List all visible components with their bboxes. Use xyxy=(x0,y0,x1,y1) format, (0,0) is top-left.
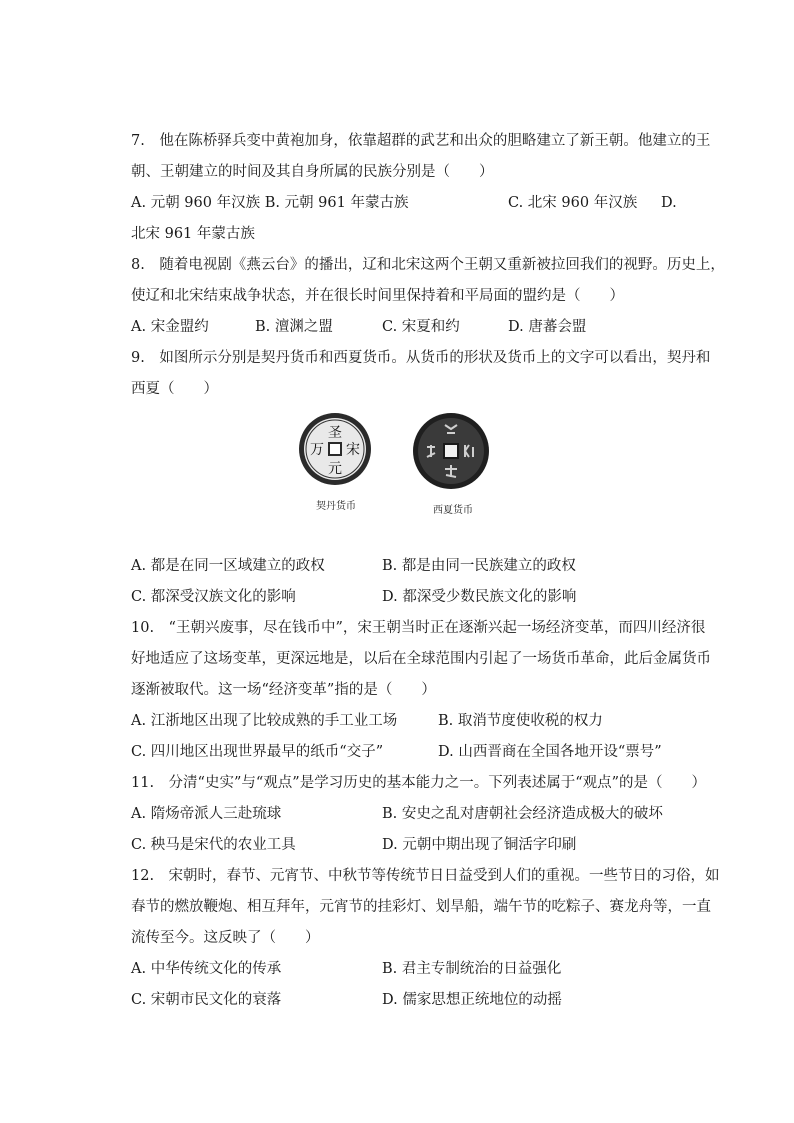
question-list xyxy=(131,126,725,1016)
question-10-line-2: 好地适应了这场变革，更深远地是，以后在全球范围内引起了一场货币革命，此后金属货币 xyxy=(131,651,711,667)
option-9-d[interactable]: D. 都深受少数民族文化的影响 xyxy=(382,589,577,605)
question-11 xyxy=(131,768,707,861)
option-11-c[interactable]: C. 秧马是宋代的农业工具 xyxy=(131,837,296,853)
question-9-line-1: 9. 如图所示分别是契丹货币和西夏货币。从货币的形状及货币上的文字可以看出，契丹和 xyxy=(131,350,711,366)
option-11-b[interactable]: B. 安史之乱对唐朝社会经济造成极大的破坏 xyxy=(382,806,663,822)
option-10-a[interactable]: A. 江浙地区出现了比较成熟的手工业工场 xyxy=(131,713,398,729)
question-11-line-1: 11. 分清“史实”与“观点”是学习历史的基本能力之一。下列表述属于“观点”的是（ ） xyxy=(131,775,707,791)
question-8-line-2: 使辽和北宋结束战争状态，并在很长时间里保持着和平局面的盟约是（ ） xyxy=(131,288,624,304)
option-12-b[interactable]: B. 君主专制统治的日益强化 xyxy=(382,961,562,977)
question-7 xyxy=(131,126,711,250)
option-11-a[interactable]: A. 隋炀帝派人三赴琉球 xyxy=(131,806,282,822)
question-7-line-2: 朝、王朝建立的时间及其自身所属的民族分别是（ ） xyxy=(131,164,494,180)
option-7-ab[interactable]: A. 元朝 960 年汉族 B. 元朝 961 年蒙古族 xyxy=(131,195,409,211)
question-7-line-1: 7. 他在陈桥驿兵变中黄袍加身，依靠超群的武艺和出众的胆略建立了新王朝。他建立的王 xyxy=(131,133,711,149)
question-8-line-1: 8. 随着电视剧《燕云台》的播出，辽和北宋这两个王朝又重新被拉回我们的视野。历史上， xyxy=(131,257,725,273)
option-7-d[interactable]: D. xyxy=(661,195,677,211)
question-12-options-row-2 xyxy=(131,985,701,1016)
question-7-options-row xyxy=(131,188,701,219)
option-10-c[interactable]: C. 四川地区出现世界最早的纸币“交子” xyxy=(131,744,384,760)
khitan-coin-caption: 契丹货币 xyxy=(316,501,356,512)
question-9-line-2: 西夏（ ） xyxy=(131,381,218,397)
question-12-line-1: 12. 宋朝时，春节、元宵节、中秋节等传统节日日益受到人们的重视。一些节日的习俗，如 xyxy=(131,868,720,884)
khitan-coin-char-right: 宋 xyxy=(346,442,360,458)
question-11-options-row-2 xyxy=(131,830,701,861)
option-8-d[interactable]: D. 唐蕃会盟 xyxy=(508,319,587,335)
question-12-line-2: 春节的燃放鞭炮、相互拜年，元宵节的挂彩灯、划旱船，端午节的吃粽子、赛龙舟等，一直 xyxy=(131,899,711,915)
question-10-line-1: 10. “王朝兴废事，尽在钱币中”，宋王朝当时正在逐渐兴起一场经济变革，而四川经济很 xyxy=(131,620,706,636)
question-12-line-3: 流传至今。这反映了（ ） xyxy=(131,930,320,946)
question-9-options-row-2 xyxy=(131,582,701,613)
khitan-coin-char-left: 万 xyxy=(310,442,324,458)
question-9 xyxy=(131,343,711,613)
option-7-d-text[interactable]: 北宋 961 年蒙古族 xyxy=(131,226,255,242)
option-9-b[interactable]: B. 都是由同一民族建立的政权 xyxy=(382,558,576,574)
question-8-options-row xyxy=(131,312,701,343)
option-8-a[interactable]: A. 宋金盟约 xyxy=(131,319,209,335)
option-8-b[interactable]: B. 澶渊之盟 xyxy=(255,319,333,335)
xixia-coin-caption: 西夏货币 xyxy=(433,505,473,516)
question-10 xyxy=(131,613,711,768)
xixia-coin-image xyxy=(411,411,491,491)
khitan-coin-char-top: 圣 xyxy=(328,425,342,441)
option-12-c[interactable]: C. 宋朝市民文化的衰落 xyxy=(131,992,282,1008)
coin-figure xyxy=(131,411,701,541)
option-9-c[interactable]: C. 都深受汉族文化的影响 xyxy=(131,589,296,605)
question-10-options-row-2 xyxy=(131,737,701,768)
question-10-options-row-1 xyxy=(131,706,701,737)
question-12-options-row-1 xyxy=(131,954,701,985)
question-10-line-3: 逐渐被取代。这一场“经济变革”指的是（ ） xyxy=(131,682,436,698)
question-7-options-row-2 xyxy=(131,219,701,250)
option-8-c[interactable]: C. 宋夏和约 xyxy=(382,319,460,335)
option-12-d[interactable]: D. 儒家思想正统地位的动摇 xyxy=(382,992,562,1008)
option-11-d[interactable]: D. 元朝中期出现了铜活字印刷 xyxy=(382,837,577,853)
question-11-options-row-1 xyxy=(131,799,701,830)
khitan-coin-char-bottom: 元 xyxy=(328,461,342,477)
option-12-a[interactable]: A. 中华传统文化的传承 xyxy=(131,961,282,977)
question-12 xyxy=(131,861,720,1016)
option-9-a[interactable]: A. 都是在同一区域建立的政权 xyxy=(131,558,325,574)
option-10-d[interactable]: D. 山西晋商在全国各地开设“票号” xyxy=(438,744,662,760)
question-9-options-row-1 xyxy=(131,551,701,582)
option-10-b[interactable]: B. 取消节度使收税的权力 xyxy=(438,713,603,729)
question-8 xyxy=(131,250,725,343)
option-7-c[interactable]: C. 北宋 960 年汉族 xyxy=(508,195,638,211)
khitan-coin-image xyxy=(297,411,373,487)
